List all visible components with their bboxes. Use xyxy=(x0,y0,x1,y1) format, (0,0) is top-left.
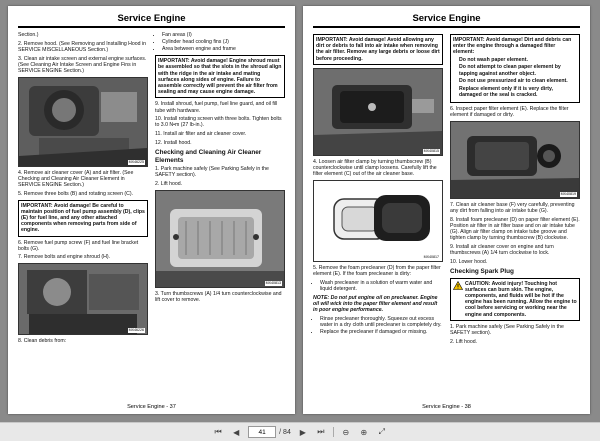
figure-code: MX46226 xyxy=(128,328,144,333)
list-item: • Do not wash paper element. xyxy=(459,57,577,63)
page-header-title: Service Engine xyxy=(412,13,481,24)
section-heading: Checking Spark Plug xyxy=(450,268,514,276)
important-box: IMPORTANT: Avoid damage! Avoid allowing any dirt or debris to fall into air intake when removing the air filter. Remove any large debris or loose dirt before proceeding. xyxy=(313,34,443,65)
paragraph: 4. Loosen air filter clamp by turning thumbscrew (B) counterclockwise until clamp loosens. Carefully lift the filter element (C) out of the air cleaner base. xyxy=(313,158,437,178)
page-header-title: Service Engine xyxy=(117,13,186,24)
caution-box xyxy=(450,278,580,321)
paragraph: 9. Install shroud, fuel pump, fuel line guard, and oil fill tube with hardware. xyxy=(155,101,278,114)
fullscreen-icon[interactable]: ⤢ xyxy=(378,427,386,436)
bullet-list xyxy=(155,32,285,53)
filter-element-illustration xyxy=(314,181,442,261)
page-footer: Service Engine - 38 xyxy=(422,404,471,410)
shroud-illustration xyxy=(19,264,147,334)
header-rule xyxy=(18,26,285,28)
page-header xyxy=(18,12,285,28)
page-left xyxy=(8,6,295,414)
figure-code: MX40817 xyxy=(423,254,439,259)
paragraph: 2. Lift hood. xyxy=(155,180,183,187)
list-item: • Wash precleaner in a solution of warm water and liquid detergent. xyxy=(320,280,443,292)
paragraph: 9. Install air cleaner cover on engine and turn thumbscrews (A) 1/4 turn clockwise to lock. xyxy=(450,243,554,257)
important-box xyxy=(450,34,580,103)
previous-page-icon[interactable]: ◀ xyxy=(233,427,240,437)
air-cleaner-base-photo xyxy=(450,121,580,199)
list-item: • Cylinder head cooling fins (J) xyxy=(162,39,285,45)
paragraph: 11. Install air filter and air cleaner cover. xyxy=(155,131,247,138)
next-page-icon[interactable]: ▶ xyxy=(299,427,306,437)
bullet-list xyxy=(313,280,443,292)
paragraph: 3. Clean air intake screen and external engine surfaces. (See Cleaning Air Intake Screen and Engine Fins in SERVICE ENGINE Section.) xyxy=(18,55,147,75)
paragraph: 2. Lift hood. xyxy=(450,338,478,345)
note-text: NOTE: Do not put engine oil on precleaner. Engine oil will wick into the paper filter element and result in poor engine performance. xyxy=(313,294,438,314)
list-item: • Replace the precleaner if damaged or missing. xyxy=(320,329,443,335)
air-cleaner-illustration xyxy=(156,191,284,287)
paragraph: 12. Install hood. xyxy=(155,139,192,146)
page-number-input[interactable] xyxy=(248,426,276,438)
left-column-2 xyxy=(155,32,285,306)
zoom-in-icon[interactable]: ⊕ xyxy=(360,427,368,437)
viewer-toolbar xyxy=(0,422,600,441)
page-footer: Service Engine - 37 xyxy=(127,404,176,410)
shroud-photo xyxy=(18,263,148,335)
figure-code: MX40815 xyxy=(423,148,439,153)
air-cleaner-photo xyxy=(155,190,285,288)
list-item: • Rinse precleaner thoroughly. Squeeze out excess water in a dry cloth until precleaner is completely dry. xyxy=(320,316,443,328)
bullet-list xyxy=(453,57,577,99)
paragraph: 1. Park machine safely (See Parking Safely in the SAFETY section). xyxy=(450,323,564,336)
warning-triangle-icon xyxy=(453,281,463,290)
paragraph: 8. Clean debris from: xyxy=(18,338,67,345)
paragraph: 5. Remove the foam precleaner (D) from the paper filter element (E). If the foam precleaner is dirty: xyxy=(313,264,441,278)
toolbar-separator xyxy=(333,427,334,437)
filter-clamp-illustration xyxy=(314,69,442,155)
paragraph: 3. Turn thumbscrews (A) 1/4 turn counterclockwise and lift cover to remove. xyxy=(155,290,282,303)
paragraph: Section.) xyxy=(18,32,39,38)
filter-clamp-photo xyxy=(313,68,443,156)
paragraph: 4. Remove air cleaner cover (A) and air filter. (See Checking and Cleaning Air Cleaner Element in SERVICE ENGINE Section.) xyxy=(18,169,134,189)
important-box: IMPORTANT: Avoid damage! Be careful to maintain position of fuel pump assembly (D), clips (E) for fuel line, and any other attached components when removing parts from side of engine. xyxy=(18,200,148,237)
list-item: • Do not use pressurized air to clean element. xyxy=(459,78,577,84)
paragraph: 7. Clean air cleaner base (F) very carefully, preventing any dirt from falling into air intake tube (G). xyxy=(450,201,575,214)
caution-text: CAUTION: Avoid injury! Touching hot surfaces can burn skin. The engine, components, and fluids will be hot if the engine has been running. Allow the engine to cool before servicing or working near the engine and components. xyxy=(465,280,577,318)
page-total: / 84 xyxy=(279,428,291,436)
paragraph: 1. Park machine safely (See Parking Safely in the SAFETY section). xyxy=(155,166,269,179)
engine-illustration xyxy=(19,78,147,166)
paragraph: 10. Install rotating screen with three bolts. Tighten bolts to 3.0 N•m (27 lb-in.). xyxy=(155,116,282,129)
right-column-1 xyxy=(313,32,443,338)
page-right xyxy=(303,6,590,414)
paragraph: 6. Inspect paper filter element (E). Replace the filter element if damaged or dirty. xyxy=(450,105,569,119)
first-page-icon[interactable]: ⏮ xyxy=(214,427,222,436)
list-item: • Replace element only if it is very dirty, damaged or the seal is cracked. xyxy=(459,86,577,98)
list-item: • Fan areas (I) xyxy=(162,32,285,38)
page-navigator xyxy=(248,426,291,438)
right-column-2 xyxy=(450,32,580,347)
important-title: IMPORTANT: Avoid damage! Dirt and debris can enter the engine through a damaged filter element: xyxy=(453,37,572,56)
important-box: IMPORTANT: Avoid damage! Engine shroud must be assembled so that the slots in the shroud align with the ridge in the air intake and mating surfaces along sides of engine. Failure to assemble correctly will prevent the air filter from sealing and may cause engine damage. xyxy=(155,55,285,98)
engine-photo xyxy=(18,77,148,167)
list-item: • Do not attempt to clean paper element by tapping against another object. xyxy=(459,64,577,76)
paragraph: 10. Lower hood. xyxy=(450,258,488,265)
figure-code: MX40819 xyxy=(560,191,576,196)
page-header xyxy=(313,12,580,28)
bullet-list xyxy=(313,316,443,336)
figure-code: MX40813 xyxy=(265,280,281,285)
figure-code: MX46225 xyxy=(128,159,144,164)
last-page-icon[interactable]: ⏭ xyxy=(317,427,325,436)
paragraph: 7. Remove bolts and engine shroud (H). xyxy=(18,254,110,261)
air-cleaner-base-illustration xyxy=(451,122,579,198)
zoom-out-icon[interactable]: ⊖ xyxy=(342,427,350,437)
filter-element-photo xyxy=(313,180,443,262)
paragraph: 5. Remove three bolts (B) and rotating screen (C). xyxy=(18,190,134,197)
left-column-1 xyxy=(18,32,148,347)
section-heading: Checking and Cleaning Air Cleaner Elements xyxy=(155,149,262,164)
list-item: • Area between engine and frame xyxy=(162,46,285,52)
paragraph: 2. Remove hood. (See Removing and Installing Hood in SERVICE MISCELLANEOUS Section.) xyxy=(18,40,147,53)
paragraph: 8. Install foam precleaner (D) on paper filter element (E). Position air filter in air filter base and on air intake tube (G). Align air filter clamp on intake tube groove and tighten clamp by turning thumbscrew (B) clockwise. xyxy=(450,216,580,242)
header-rule xyxy=(313,26,580,28)
paragraph: 6. Remove fuel pump screw (F) and fuel line bracket bolts (G). xyxy=(18,239,139,252)
